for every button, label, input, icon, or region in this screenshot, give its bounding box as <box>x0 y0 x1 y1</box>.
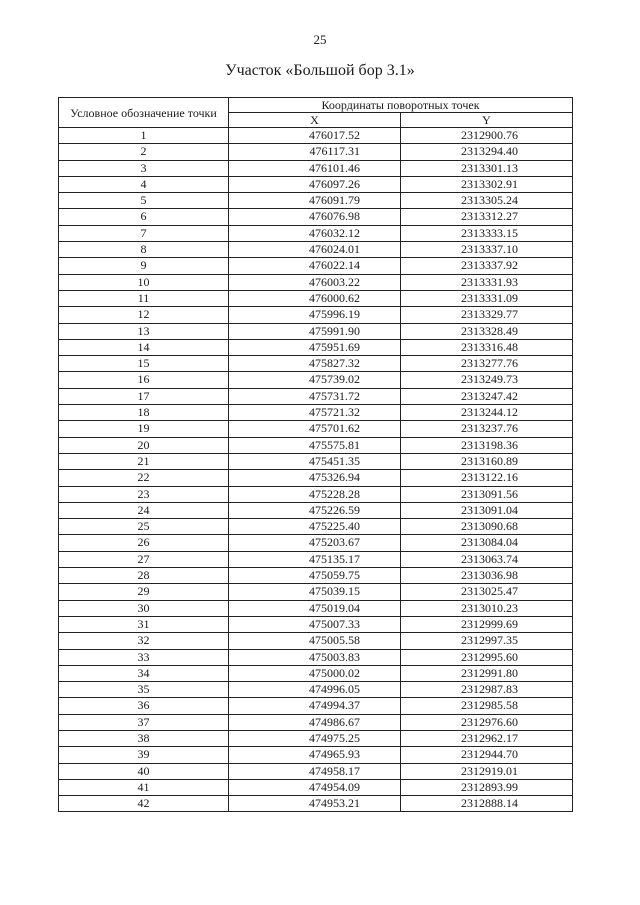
coordinate-x-cell: 475225.40 <box>229 519 401 535</box>
coordinate-x-cell: 474975.25 <box>229 730 401 746</box>
point-number-cell: 2 <box>59 144 229 160</box>
coordinate-y-cell: 2312987.83 <box>401 682 573 698</box>
coordinate-x-cell: 475951.69 <box>229 339 401 355</box>
coordinate-x-cell: 476003.22 <box>229 274 401 290</box>
point-number-cell: 31 <box>59 616 229 632</box>
coordinate-y-cell: 2312888.14 <box>401 796 573 812</box>
coordinate-x-cell: 476032.12 <box>229 225 401 241</box>
coordinate-y-cell: 2313312.27 <box>401 209 573 225</box>
table-row <box>59 339 573 355</box>
table-row <box>59 665 573 681</box>
point-number-cell: 18 <box>59 405 229 421</box>
table-row <box>59 747 573 763</box>
coordinate-y-cell: 2313247.42 <box>401 388 573 404</box>
coordinate-x-cell: 476000.62 <box>229 290 401 306</box>
coordinate-y-cell: 2313331.93 <box>401 274 573 290</box>
table-row <box>59 242 573 258</box>
coordinate-x-cell: 475228.28 <box>229 486 401 502</box>
coordinate-x-cell: 475575.81 <box>229 437 401 453</box>
coordinate-y-cell: 2313305.24 <box>401 193 573 209</box>
coordinate-x-cell: 476097.26 <box>229 176 401 192</box>
coordinate-y-cell: 2313198.36 <box>401 437 573 453</box>
table-row <box>59 730 573 746</box>
coordinate-x-cell: 476117.31 <box>229 144 401 160</box>
table-row <box>59 519 573 535</box>
table-row <box>59 437 573 453</box>
coordinate-y-cell: 2313294.40 <box>401 144 573 160</box>
table-row <box>59 421 573 437</box>
coordinate-y-cell: 2312999.69 <box>401 616 573 632</box>
coordinate-y-cell: 2313249.73 <box>401 372 573 388</box>
coordinate-x-cell: 474994.37 <box>229 698 401 714</box>
coordinate-x-cell: 475701.62 <box>229 421 401 437</box>
coordinate-y-cell: 2313010.23 <box>401 600 573 616</box>
table-row <box>59 649 573 665</box>
coordinate-y-cell: 2313036.98 <box>401 568 573 584</box>
table-row <box>59 209 573 225</box>
point-number-cell: 3 <box>59 160 229 176</box>
coordinate-y-cell: 2312985.58 <box>401 698 573 714</box>
table-row <box>59 486 573 502</box>
coordinate-x-cell: 475451.35 <box>229 453 401 469</box>
header-point-label: Условное обозначение точки <box>59 98 229 128</box>
point-number-cell: 26 <box>59 535 229 551</box>
point-number-cell: 20 <box>59 437 229 453</box>
coordinates-table <box>58 97 573 812</box>
page-title: Участок «Большой бор 3.1» <box>225 62 415 79</box>
coordinate-x-cell: 475000.02 <box>229 665 401 681</box>
point-number-cell: 40 <box>59 763 229 779</box>
point-number-cell: 35 <box>59 682 229 698</box>
coordinate-x-cell: 476076.98 <box>229 209 401 225</box>
point-number-cell: 23 <box>59 486 229 502</box>
point-number-cell: 39 <box>59 747 229 763</box>
point-number-cell: 16 <box>59 372 229 388</box>
table-row <box>59 796 573 812</box>
point-number-cell: 15 <box>59 356 229 372</box>
table-row <box>59 584 573 600</box>
coordinate-x-cell: 475059.75 <box>229 568 401 584</box>
table-row <box>59 290 573 306</box>
table-row <box>59 258 573 274</box>
coordinate-x-cell: 475005.58 <box>229 633 401 649</box>
coordinate-y-cell: 2313091.56 <box>401 486 573 502</box>
point-number-cell: 19 <box>59 421 229 437</box>
point-number-cell: 21 <box>59 453 229 469</box>
coordinate-y-cell: 2312976.60 <box>401 714 573 730</box>
page-number: 25 <box>313 32 327 47</box>
coordinate-y-cell: 2313244.12 <box>401 405 573 421</box>
coordinate-x-cell: 475003.83 <box>229 649 401 665</box>
table-row <box>59 144 573 160</box>
coordinate-y-cell: 2312919.01 <box>401 763 573 779</box>
coordinate-x-cell: 475827.32 <box>229 356 401 372</box>
point-number-cell: 38 <box>59 730 229 746</box>
coordinate-y-cell: 2313337.10 <box>401 242 573 258</box>
point-number-cell: 7 <box>59 225 229 241</box>
header-x-label: X <box>229 113 401 128</box>
table-row <box>59 128 573 144</box>
point-number-cell: 22 <box>59 470 229 486</box>
point-number-cell: 11 <box>59 290 229 306</box>
point-number-cell: 14 <box>59 339 229 355</box>
coordinate-y-cell: 2313277.76 <box>401 356 573 372</box>
coordinate-x-cell: 474965.93 <box>229 747 401 763</box>
coordinate-x-cell: 474958.17 <box>229 763 401 779</box>
coordinate-x-cell: 475135.17 <box>229 551 401 567</box>
point-number-cell: 41 <box>59 779 229 795</box>
point-number-cell: 42 <box>59 796 229 812</box>
table-row <box>59 405 573 421</box>
coordinate-y-cell: 2312991.80 <box>401 665 573 681</box>
coordinate-y-cell: 2313302.91 <box>401 176 573 192</box>
coordinate-y-cell: 2313160.89 <box>401 453 573 469</box>
table-row <box>59 714 573 730</box>
point-number-cell: 13 <box>59 323 229 339</box>
coordinate-y-cell: 2313237.76 <box>401 421 573 437</box>
coordinate-x-cell: 475739.02 <box>229 372 401 388</box>
coordinate-y-cell: 2312997.35 <box>401 633 573 649</box>
coordinate-x-cell: 474954.09 <box>229 779 401 795</box>
table-body <box>59 128 573 812</box>
point-number-cell: 17 <box>59 388 229 404</box>
point-number-cell: 30 <box>59 600 229 616</box>
table-row <box>59 535 573 551</box>
coordinate-y-cell: 2313337.92 <box>401 258 573 274</box>
table-row <box>59 225 573 241</box>
coordinate-y-cell: 2313301.13 <box>401 160 573 176</box>
table-row <box>59 633 573 649</box>
coordinate-x-cell: 476017.52 <box>229 128 401 144</box>
header-coordinates-label: Координаты поворотных точек <box>229 98 573 113</box>
table-row <box>59 388 573 404</box>
point-number-cell: 5 <box>59 193 229 209</box>
table-row <box>59 698 573 714</box>
coordinate-x-cell: 475226.59 <box>229 502 401 518</box>
table-row <box>59 453 573 469</box>
coordinate-y-cell: 2312900.76 <box>401 128 573 144</box>
coordinate-x-cell: 475203.67 <box>229 535 401 551</box>
point-number-cell: 29 <box>59 584 229 600</box>
table-row <box>59 551 573 567</box>
coordinate-x-cell: 475039.15 <box>229 584 401 600</box>
coordinate-y-cell: 2313084.04 <box>401 535 573 551</box>
coordinate-y-cell: 2313331.09 <box>401 290 573 306</box>
table-row <box>59 682 573 698</box>
coordinate-y-cell: 2313091.04 <box>401 502 573 518</box>
coordinate-x-cell: 476091.79 <box>229 193 401 209</box>
coordinate-x-cell: 474996.05 <box>229 682 401 698</box>
table-row <box>59 372 573 388</box>
point-number-cell: 25 <box>59 519 229 535</box>
header-y-label: Y <box>401 113 573 128</box>
table-row <box>59 600 573 616</box>
coordinate-y-cell: 2313025.47 <box>401 584 573 600</box>
coordinate-y-cell: 2312962.17 <box>401 730 573 746</box>
table-row <box>59 763 573 779</box>
table-row <box>59 616 573 632</box>
coordinate-y-cell: 2312995.60 <box>401 649 573 665</box>
table-row <box>59 307 573 323</box>
point-number-cell: 24 <box>59 502 229 518</box>
table-row <box>59 470 573 486</box>
coordinate-y-cell: 2313090.68 <box>401 519 573 535</box>
coordinate-y-cell: 2313333.15 <box>401 225 573 241</box>
coordinate-y-cell: 2312944.70 <box>401 747 573 763</box>
point-number-cell: 32 <box>59 633 229 649</box>
coordinate-x-cell: 475326.94 <box>229 470 401 486</box>
coordinate-x-cell: 475731.72 <box>229 388 401 404</box>
coordinate-x-cell: 475007.33 <box>229 616 401 632</box>
point-number-cell: 36 <box>59 698 229 714</box>
coordinate-y-cell: 2313063.74 <box>401 551 573 567</box>
point-number-cell: 27 <box>59 551 229 567</box>
coordinate-y-cell: 2313329.77 <box>401 307 573 323</box>
coordinate-x-cell: 476101.46 <box>229 160 401 176</box>
table-row <box>59 274 573 290</box>
table-row <box>59 176 573 192</box>
coordinate-x-cell: 475991.90 <box>229 323 401 339</box>
table-row <box>59 356 573 372</box>
coordinate-x-cell: 475996.19 <box>229 307 401 323</box>
coordinate-x-cell: 474953.21 <box>229 796 401 812</box>
coordinate-x-cell: 475019.04 <box>229 600 401 616</box>
point-number-cell: 10 <box>59 274 229 290</box>
coordinate-y-cell: 2313328.49 <box>401 323 573 339</box>
coordinate-x-cell: 474986.67 <box>229 714 401 730</box>
coordinate-y-cell: 2312893.99 <box>401 779 573 795</box>
point-number-cell: 28 <box>59 568 229 584</box>
table-row <box>59 193 573 209</box>
table-row <box>59 160 573 176</box>
point-number-cell: 8 <box>59 242 229 258</box>
coordinate-x-cell: 476022.14 <box>229 258 401 274</box>
point-number-cell: 1 <box>59 128 229 144</box>
coordinate-x-cell: 476024.01 <box>229 242 401 258</box>
coordinate-y-cell: 2313316.48 <box>401 339 573 355</box>
coordinate-x-cell: 475721.32 <box>229 405 401 421</box>
coordinate-y-cell: 2313122.16 <box>401 470 573 486</box>
table-header <box>59 98 573 128</box>
table-row <box>59 323 573 339</box>
table-row <box>59 568 573 584</box>
point-number-cell: 34 <box>59 665 229 681</box>
point-number-cell: 4 <box>59 176 229 192</box>
point-number-cell: 33 <box>59 649 229 665</box>
point-number-cell: 6 <box>59 209 229 225</box>
point-number-cell: 9 <box>59 258 229 274</box>
point-number-cell: 37 <box>59 714 229 730</box>
table-row <box>59 502 573 518</box>
point-number-cell: 12 <box>59 307 229 323</box>
table-row <box>59 779 573 795</box>
